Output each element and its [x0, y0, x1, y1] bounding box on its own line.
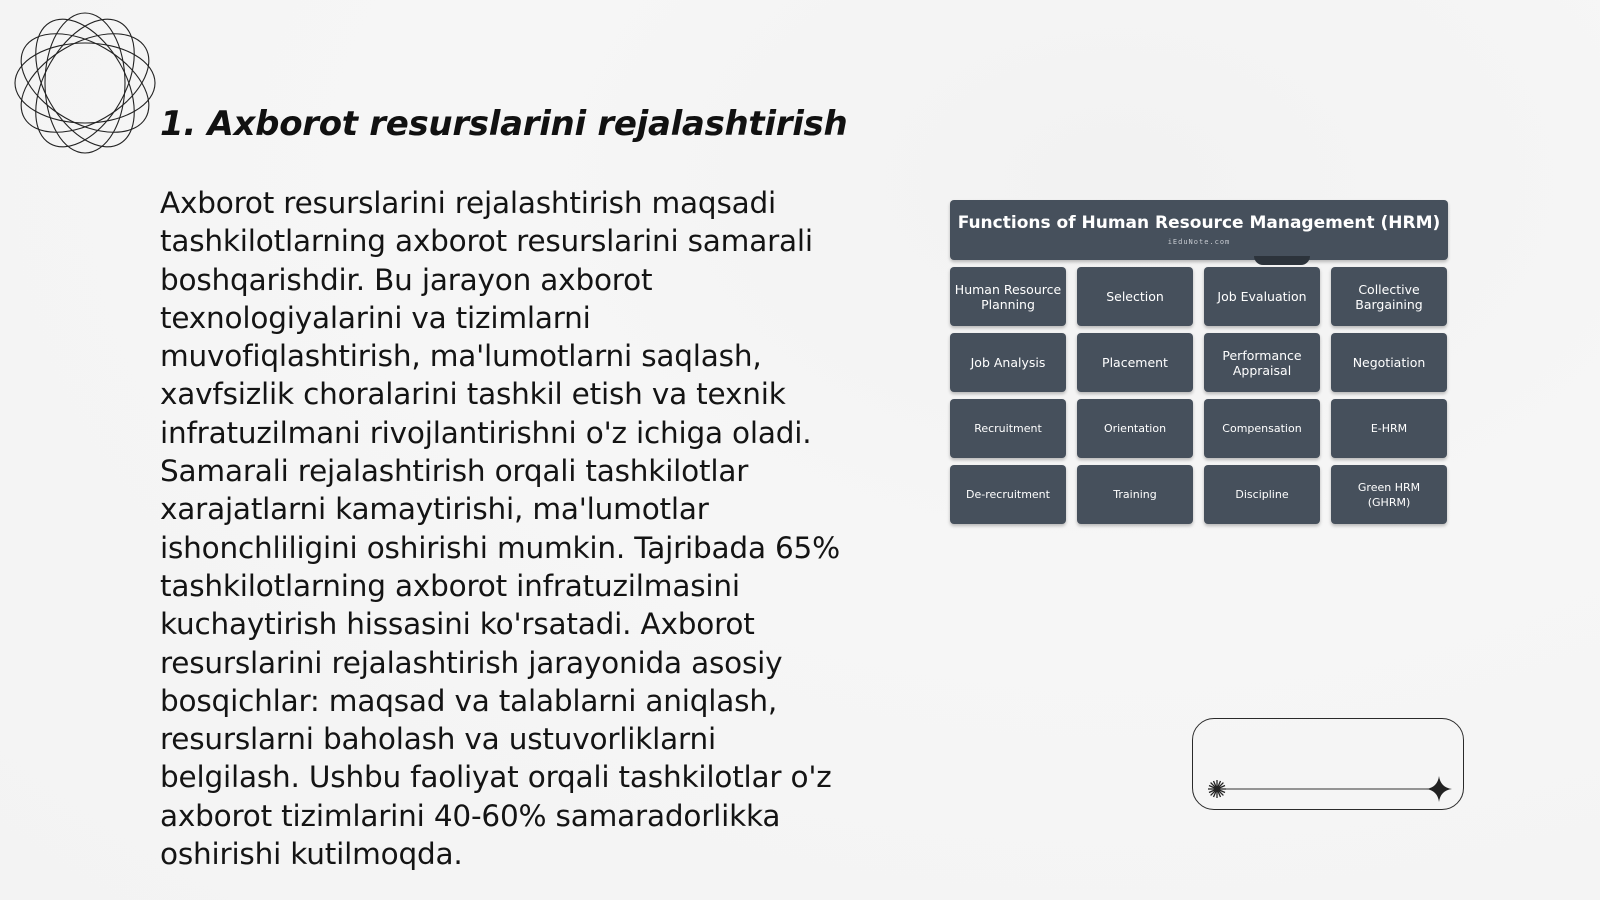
hrm-cell-de-recruitment: De-recruitment — [950, 465, 1066, 524]
hrm-cell-green-hrm: Green HRM (GHRM) — [1331, 465, 1447, 524]
hrm-cell-job-analysis: Job Analysis — [950, 333, 1066, 392]
hrm-figure-title: Functions of Human Resource Management (HRM) — [957, 213, 1441, 233]
hrm-cell-performance-appraisal: Performance Appraisal — [1204, 333, 1320, 392]
hrm-cell-human-resource-planning: Human Resource Planning — [950, 267, 1066, 326]
hrm-cell-discipline: Discipline — [1204, 465, 1320, 524]
hrm-functions-figure — [950, 200, 1448, 526]
starburst-icon — [1208, 780, 1226, 798]
hrm-cell-training: Training — [1077, 465, 1193, 524]
hrm-figure-header — [950, 200, 1448, 260]
hrm-figure-watermark: iEduNote.com — [1167, 238, 1231, 246]
hrm-cell-orientation: Orientation — [1077, 399, 1193, 458]
sparkle-icon — [1426, 776, 1452, 802]
hrm-functions-grid — [950, 267, 1448, 524]
hrm-cell-placement: Placement — [1077, 333, 1193, 392]
hrm-cell-recruitment: Recruitment — [950, 399, 1066, 458]
hrm-cell-selection: Selection — [1077, 267, 1193, 326]
hrm-cell-job-evaluation: Job Evaluation — [1204, 267, 1320, 326]
hrm-cell-collective-bargaining: Collective Bargaining — [1331, 267, 1447, 326]
hrm-cell-negotiation: Negotiation — [1331, 333, 1447, 392]
slide-title: 1. Axborot resurslarini rejalashtirish — [160, 104, 848, 144]
circular-rings-logo-icon — [10, 8, 160, 158]
slide-body-text: Axborot resurslarini rejalashtirish maqsadi tashkilotlarning axborot resurslarini samarali boshqarishdir. Bu jarayon axborot texnologiyalarini va tizimlarni muvofiqlashtirish, ma'lumotlarni saqlash, xavfsizlik choralarini tashkil etish va texnik infratuzilmani rivojlantirishni o'z ichiga oladi. Samarali rejalashtirish orqali tashkilotlar xarajatlarni kamaytirishi, ma'lumotlar ishonchliligini oshirishi mumkin. Tajribada 65% tashkilotlarning axborot infratuzilmasini kuchaytirish hissasini ko'rsatadi. Axborot resurslarini rejalashtirish jarayonida asosiy bosqichlar: maqsad va talablarni aniqlash, resurslarni baholash va ustuvorliklarni belgilash. Ushbu faoliyat orqali tashkilotlar o'z axborot tizimlarini 40-60% samaradorlikka oshirishi kutilmoqda. — [160, 186, 840, 872]
hrm-cell-compensation: Compensation — [1204, 399, 1320, 458]
hrm-cell-e-hrm: E-HRM — [1331, 399, 1447, 458]
decorative-line — [1193, 719, 1465, 811]
hrm-header-notch — [1254, 256, 1310, 265]
decorative-line-box — [1192, 718, 1464, 810]
